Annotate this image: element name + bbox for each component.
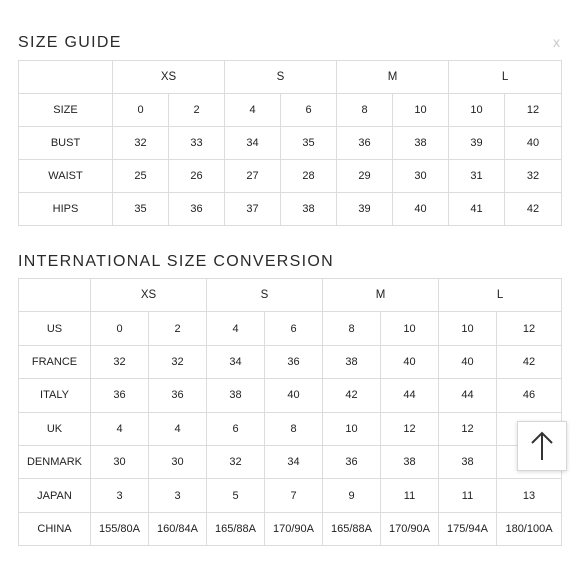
table-cell: 2	[149, 312, 207, 345]
table-cell: 12	[439, 412, 497, 445]
table-cell: 8	[337, 94, 393, 127]
table-cell: 35	[281, 127, 337, 160]
header-row	[19, 61, 562, 94]
row-label: FRANCE	[19, 345, 91, 378]
table-cell: 38	[281, 193, 337, 226]
table-cell: 34	[265, 445, 323, 478]
table-cell: 12	[381, 412, 439, 445]
table-cell: 36	[169, 193, 225, 226]
table-cell: 8	[265, 412, 323, 445]
table-cell: 28	[281, 160, 337, 193]
table-cell: 34	[225, 127, 281, 160]
table-cell: 32	[207, 445, 265, 478]
table-row	[19, 193, 562, 226]
table-cell: 3	[91, 479, 149, 512]
table-cell: 32	[505, 160, 562, 193]
table-cell: 40	[393, 193, 449, 226]
row-label: BUST	[19, 127, 113, 160]
table-cell: 38	[207, 379, 265, 412]
table-cell: 32	[149, 345, 207, 378]
table-cell: 10	[393, 94, 449, 127]
table-cell: 44	[439, 379, 497, 412]
table-cell: 30	[149, 445, 207, 478]
size-guide-title: SIZE GUIDE	[18, 34, 122, 51]
table-cell: 40	[265, 379, 323, 412]
table-cell: 30	[393, 160, 449, 193]
table-cell: 42	[323, 379, 381, 412]
table-cell: 36	[323, 445, 381, 478]
table-cell: 36	[149, 379, 207, 412]
table-cell: 160/84A	[149, 512, 207, 545]
row-label: SIZE	[19, 94, 113, 127]
table-cell: 37	[225, 193, 281, 226]
size-group-header: M	[323, 279, 439, 312]
table-cell: 11	[381, 479, 439, 512]
row-label: US	[19, 312, 91, 345]
table-row	[19, 479, 562, 512]
table-cell: 40	[505, 127, 562, 160]
table-cell: 6	[281, 94, 337, 127]
table-row	[19, 445, 562, 478]
row-label: DENMARK	[19, 445, 91, 478]
table-cell: 38	[439, 445, 497, 478]
row-label: JAPAN	[19, 479, 91, 512]
table-cell: 39	[449, 127, 505, 160]
table-cell: 32	[113, 127, 169, 160]
header-row	[19, 279, 562, 312]
table-cell: 12	[505, 94, 562, 127]
table-cell: 38	[323, 345, 381, 378]
table-row	[19, 512, 562, 545]
table-cell: 9	[323, 479, 381, 512]
table-cell: 39	[337, 193, 393, 226]
table-cell: 44	[381, 379, 439, 412]
table-cell: 175/94A	[439, 512, 497, 545]
table-cell: 42	[497, 345, 562, 378]
table-cell: 12	[497, 312, 562, 345]
table-row	[19, 379, 562, 412]
table-cell: 4	[91, 412, 149, 445]
table-cell: 38	[381, 445, 439, 478]
size-group-header: S	[207, 279, 323, 312]
table-cell: 30	[91, 445, 149, 478]
row-label: HIPS	[19, 193, 113, 226]
table-cell: 36	[265, 345, 323, 378]
table-cell: 3	[149, 479, 207, 512]
row-label: UK	[19, 412, 91, 445]
size-guide-table	[18, 60, 562, 226]
table-cell: 180/100A	[497, 512, 562, 545]
row-label: CHINA	[19, 512, 91, 545]
table-cell: 155/80A	[91, 512, 149, 545]
table-cell: 40	[381, 345, 439, 378]
table-cell: 25	[113, 160, 169, 193]
table-cell: 10	[439, 312, 497, 345]
table-cell: 41	[449, 193, 505, 226]
table-cell: 34	[207, 345, 265, 378]
table-cell: 35	[113, 193, 169, 226]
back-to-top-button[interactable]	[517, 421, 567, 471]
size-conversion-table	[18, 278, 562, 546]
table-cell: 170/90A	[265, 512, 323, 545]
table-cell: 165/88A	[323, 512, 381, 545]
table-cell: 4	[207, 312, 265, 345]
table-row	[19, 345, 562, 378]
table-cell: 46	[497, 379, 562, 412]
table-cell: 10	[381, 312, 439, 345]
size-group-header: XS	[113, 61, 225, 94]
table-row	[19, 127, 562, 160]
table-cell: 6	[207, 412, 265, 445]
table-cell: 42	[505, 193, 562, 226]
table-cell: 6	[265, 312, 323, 345]
table-cell: 4	[149, 412, 207, 445]
table-cell: 5	[207, 479, 265, 512]
table-cell: 13	[497, 479, 562, 512]
table-row	[19, 312, 562, 345]
table-cell: 170/90A	[381, 512, 439, 545]
table-cell: 38	[393, 127, 449, 160]
size-group-header: XS	[91, 279, 207, 312]
table-cell: 8	[323, 312, 381, 345]
table-cell: 29	[337, 160, 393, 193]
table-cell: 32	[91, 345, 149, 378]
size-group-header: L	[449, 61, 562, 94]
table-cell: 11	[439, 479, 497, 512]
table-cell: 36	[91, 379, 149, 412]
row-label: WAIST	[19, 160, 113, 193]
table-cell: 10	[449, 94, 505, 127]
table-cell: 26	[169, 160, 225, 193]
header-blank-cell	[19, 279, 91, 312]
table-cell: 2	[169, 94, 225, 127]
table-cell: 40	[439, 345, 497, 378]
table-row	[19, 412, 562, 445]
table-cell: 0	[113, 94, 169, 127]
header-blank-cell	[19, 61, 113, 94]
table-cell: 0	[91, 312, 149, 345]
table-cell: 27	[225, 160, 281, 193]
table-row	[19, 94, 562, 127]
table-row	[19, 160, 562, 193]
arrow-up-icon	[529, 430, 555, 462]
table-cell: 10	[323, 412, 381, 445]
size-group-header: S	[225, 61, 337, 94]
row-label: ITALY	[19, 379, 91, 412]
table-cell: 4	[225, 94, 281, 127]
size-group-header: L	[439, 279, 562, 312]
table-cell: 33	[169, 127, 225, 160]
table-cell: 31	[449, 160, 505, 193]
close-button[interactable]: x	[553, 34, 560, 50]
conversion-title: INTERNATIONAL SIZE CONVERSION	[18, 253, 334, 270]
table-cell: 7	[265, 479, 323, 512]
size-group-header: M	[337, 61, 449, 94]
table-cell: 165/88A	[207, 512, 265, 545]
table-cell: 36	[337, 127, 393, 160]
